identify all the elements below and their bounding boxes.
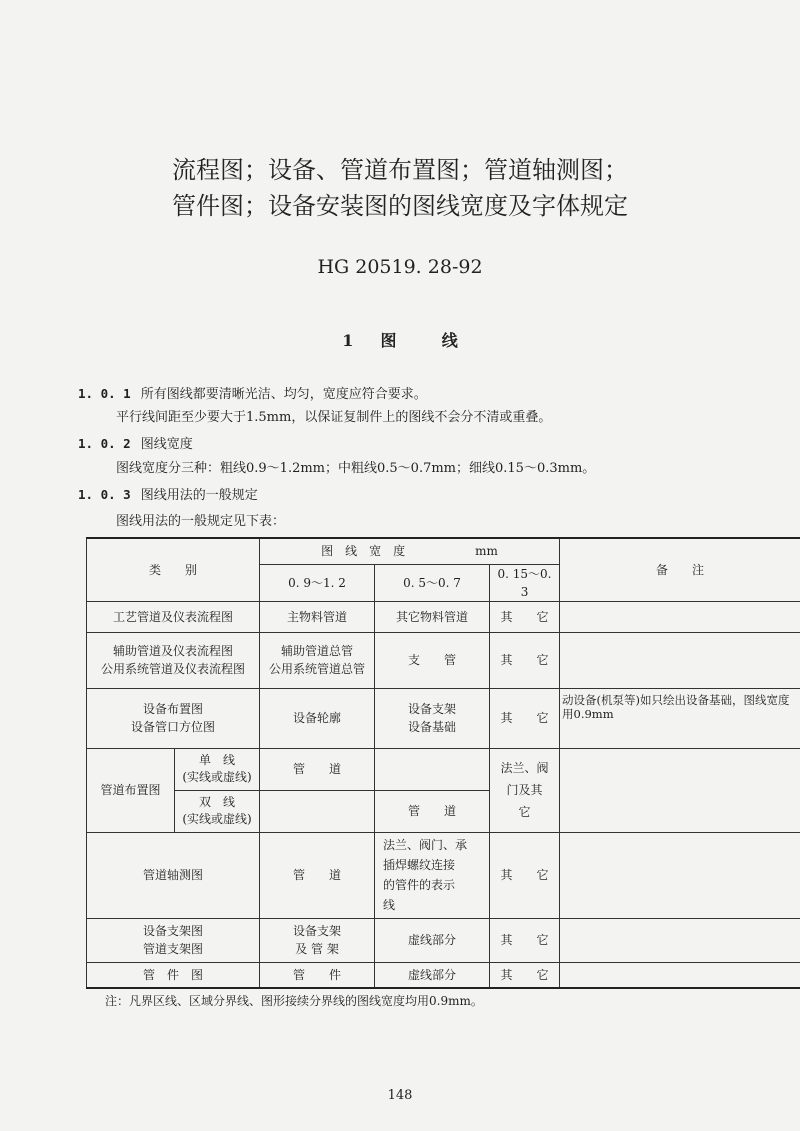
table-row [87,748,800,790]
section-title-a: 图 [380,331,397,350]
row-remark [560,748,800,832]
row-thin: 其 它 [490,632,560,688]
row-medium: 设备支架 设备基础 [375,688,490,748]
header-thin: 0. 15～0. 3 [490,564,560,601]
clause-text: 图线用法的一般规定 [140,488,258,503]
row-thick: 设备支架 及 管 架 [260,918,375,962]
row-thick: 管 道 [260,832,375,918]
row-thin: 其 它 [490,601,560,632]
row-thin: 其 它 [490,832,560,918]
clause-1-0-2 [78,433,193,452]
header-remark: 备 注 [560,538,800,601]
document-title-line-2: 管件图；设备安装图的图线宽度及字体规定 [172,192,628,220]
clause-text: 所有图线都要清晰光洁、均匀，宽度应符合要求。 [140,387,427,402]
table-row [87,688,800,748]
row-medium: 其它物料管道 [375,601,490,632]
clause-1-0-3 [78,484,258,503]
header-width-label: 图 线 宽 度 [321,544,406,559]
row-thick: 辅助管道总管 公用系统管道总管 [260,632,375,688]
row-thick: 主物料管道 [260,601,375,632]
row-remark [560,832,800,918]
row-thick: 管 件 [260,962,375,988]
clause-1-0-3-detail: 图线用法的一般规定见下表： [116,514,286,529]
row-subcategory-single: 单 线 (实线或虚线) [175,748,260,790]
row-thin: 其 它 [490,688,560,748]
row-category: 管道布置图 [87,748,175,832]
table-row [87,962,800,988]
section-heading [0,328,800,351]
table-row [87,918,800,962]
row-subcategory-double: 双 线 (实线或虚线) [175,790,260,832]
clause-1-0-2-detail: 图线宽度分三种：粗线0.9～1.2mm；中粗线0.5～0.7mm；细线0.15～0.3mm。 [116,461,596,476]
row-thin: 其 它 [490,918,560,962]
row-category: 工艺管道及仪表流程图 [87,601,260,632]
table-header-row-1 [87,538,800,564]
row-medium: 支 管 [375,632,490,688]
page-number: 148 [387,1088,413,1103]
row-remark [560,962,800,988]
row-medium: 法兰、阀门、承 插焊螺纹连接 的管件的表示 线 [375,832,490,918]
header-category: 类 别 [87,538,260,601]
header-line-width [260,538,560,564]
table-row [87,601,800,632]
row-remark [560,632,800,688]
row-medium: 虚线部分 [375,962,490,988]
line-usage-table [86,537,800,989]
row-category: 管 件 图 [87,962,260,988]
row-remark [560,918,800,962]
clause-number: 1. 0. 3 [78,487,131,502]
row-category: 设备布置图 设备管口方位图 [87,688,260,748]
row-medium [375,748,490,790]
row-category: 设备支架图 管道支架图 [87,918,260,962]
header-thick: 0. 9～1. 2 [260,564,375,601]
row-category: 管道轴测图 [87,832,260,918]
row-thin: 其 它 [490,962,560,988]
row-category: 辅助管道及仪表流程图 公用系统管道及仪表流程图 [87,632,260,688]
row-medium: 管 道 [375,790,490,832]
section-title-b: 线 [441,331,458,350]
clause-number: 1. 0. 1 [78,386,131,401]
clause-text: 图线宽度 [140,437,193,452]
row-remark: 动设备(机泵等)如只绘出设备基础，图线宽度用0.9mm [560,688,800,748]
row-thick: 管 道 [260,748,375,790]
row-thick [260,790,375,832]
header-medium: 0. 5～0. 7 [375,564,490,601]
clause-number: 1. 0. 2 [78,436,131,451]
row-thick: 设备轮廓 [260,688,375,748]
clause-1-0-1-detail: 平行线间距至少要大于1.5mm，以保证复制件上的图线不会分不清或重叠。 [116,410,552,425]
standard-number: HG 20519. 28-92 [317,256,483,278]
row-medium: 虚线部分 [375,918,490,962]
section-number: 1 [342,331,354,350]
table-row [87,832,800,918]
document-title-line-1: 流程图；设备、管道布置图；管道轴测图； [172,156,628,184]
header-unit: mm [475,544,498,559]
table-row [87,632,800,688]
row-thin: 法兰、阀 门及其 它 [490,748,560,832]
table-note: 注：凡界区线、区域分界线、图形接续分界线的图线宽度均用0.9mm。 [105,994,483,1008]
row-remark [560,601,800,632]
clause-1-0-1 [78,383,427,402]
